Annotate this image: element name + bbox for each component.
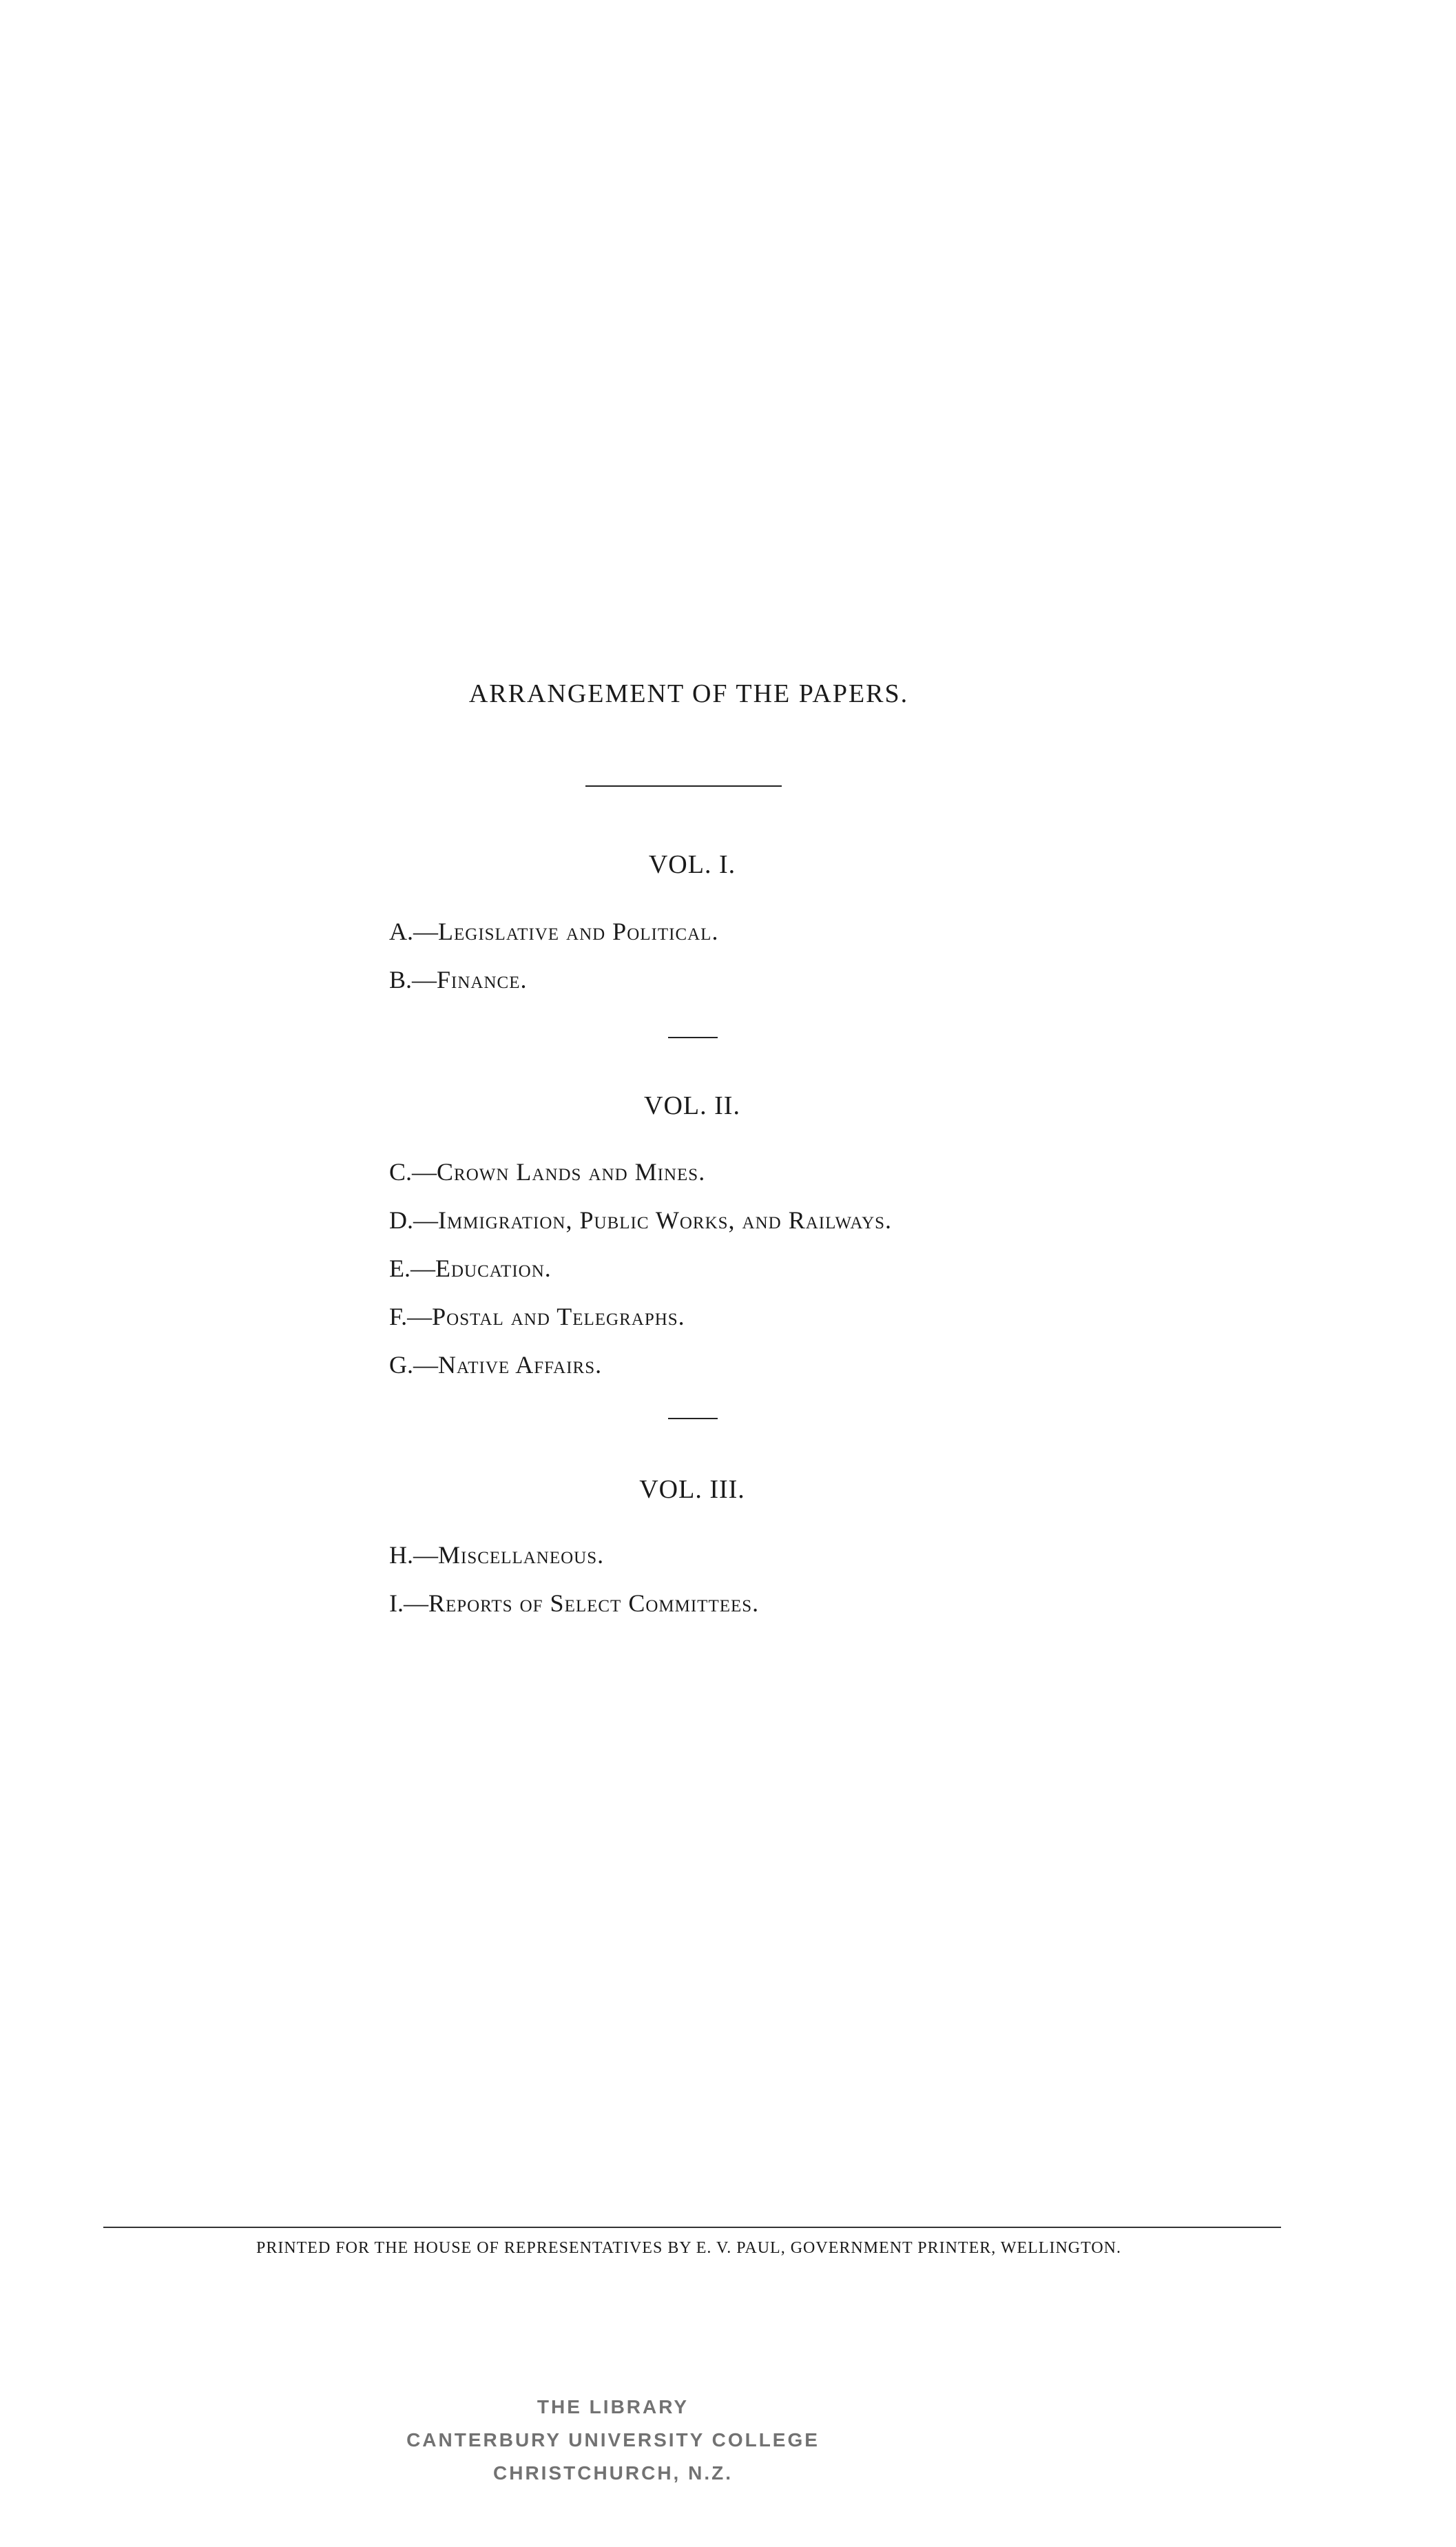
entry-e: E.—Education.: [389, 1255, 552, 1282]
entry-i: I.—Reports of Select Committees.: [389, 1589, 760, 1617]
vol-1-heading: VOL. I.: [648, 850, 736, 879]
entry-g: G.—Native Affairs.: [389, 1351, 603, 1379]
entry-a: A.—Legislative and Political.: [389, 918, 719, 945]
title-divider: [585, 785, 782, 787]
vol-3-heading: VOL. III.: [639, 1475, 745, 1504]
section-divider-2: [668, 1418, 718, 1419]
vol-2-heading: VOL. II.: [644, 1091, 740, 1120]
entry-h: H.—Miscellaneous.: [389, 1541, 605, 1569]
page-title: ARRANGEMENT OF THE PAPERS.: [468, 679, 909, 708]
entry-c: C.—Crown Lands and Mines.: [389, 1158, 706, 1186]
library-stamp: [372, 2391, 854, 2490]
printer-imprint: PRINTED FOR THE HOUSE OF REPRESENTATIVES BY E. V. PAUL, GOVERNMENT PRINTER, WELLINGTON.: [256, 2239, 1122, 2257]
stamp-line-3: CHRISTCHURCH, N.Z.: [493, 2462, 733, 2484]
vol-2-entries: [389, 1148, 892, 1389]
entry-d: D.—Immigration, Public Works, and Railways.: [389, 1206, 893, 1234]
entry-b: B.—Finance.: [389, 966, 528, 993]
stamp-line-2: CANTERBURY UNIVERSITY COLLEGE: [406, 2429, 820, 2451]
vol-3-entries: [389, 1531, 759, 1627]
footer-rule: [103, 2227, 1281, 2228]
vol-1-entries: [389, 907, 718, 1004]
stamp-line-1: THE LIBRARY: [537, 2396, 689, 2417]
entry-f: F.—Postal and Telegraphs.: [389, 1303, 685, 1330]
section-divider-1: [668, 1037, 718, 1038]
